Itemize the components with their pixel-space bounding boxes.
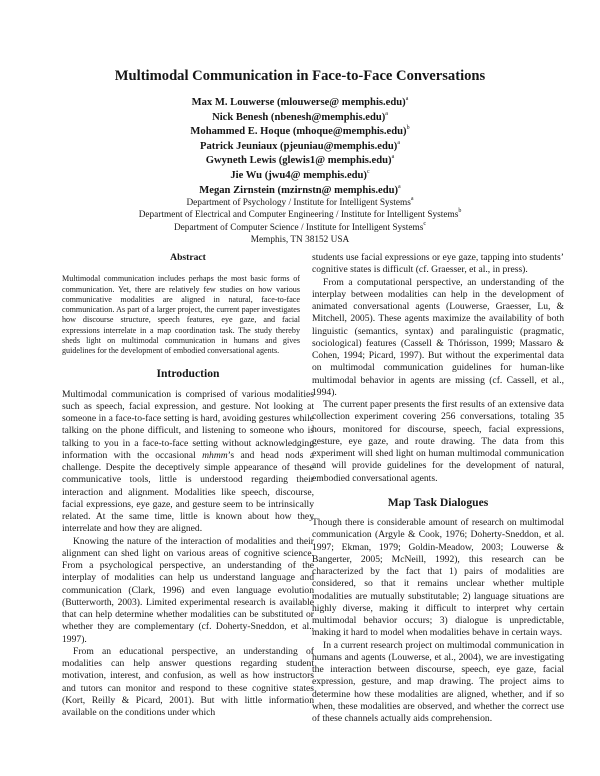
affiliation-line: Department of Electrical and Computer Engineering / Institute for Intelligent Systems$^b$ bbox=[138, 208, 462, 221]
right-column bbox=[312, 252, 564, 725]
intro-paragraph-4: From a computational perspective, an understanding of the interplay between modalities can help in the development of animated conversational agents (Louwerse, Graesser, Lu, & Mitchell, 2005). These agents maximize the availability of both linguistic (semantics, syntax) and paralinguistic (pragmatic, sociological) features (Cassell & Thórisson, 1999; Massaro & Cohen, 1994; Picard, 1997). But without the experimental data on multimodal communication guidelines for human-like multimodal behavior in agents are missing (cf. Cassell, et al., 1994). bbox=[312, 276, 564, 398]
affiliation-list bbox=[0, 197, 600, 247]
left-column bbox=[62, 252, 314, 719]
paper-title: Multimodal Communication in Face-to-Face Conversations bbox=[114, 68, 486, 84]
author-list bbox=[0, 96, 600, 198]
introduction-heading: Introduction bbox=[156, 367, 220, 381]
affiliation-line: Memphis, TN 38152 USA bbox=[250, 235, 350, 246]
author-line: Patrick Jeuniaux (pjeuniau@memphis.edu)$^a$ bbox=[200, 139, 400, 152]
author-line: Megan Zirnstein (mzirnstn@ memphis.edu)$^a$ bbox=[199, 183, 401, 196]
author-line: Max M. Louwerse (mlouwerse@ memphis.edu)$^a$ bbox=[191, 96, 409, 108]
author-line: Nick Benesh (nbenesh@memphis.edu)$^a$ bbox=[212, 110, 388, 123]
author-line: Jie Wu (jwu4@ memphis.edu)$^c$ bbox=[230, 168, 370, 181]
affiliation-line: Department of Psychology / Institute for Intelligent Systems$^a$ bbox=[186, 196, 414, 208]
intro-paragraph-2: Knowing the nature of the interaction of modalities and their alignment can shed light on various areas of cognitive science. From a psychological perspective, an understanding of the interplay of modalities can help us understand language and communication (Clark, 1996) and even language evolution (Butterworth, 2003). Limited experimental research is available that can help determine whether modalities can be substituted or whether they are complementary (cf. Doherty-Sneddon, et al., 1997). bbox=[62, 535, 314, 645]
affiliation-line: Department of Computer Science / Institute for Intelligent Systems$^c$ bbox=[173, 220, 427, 233]
map-task-paragraph-1: Though there is considerable amount of research on multimodal communication (Argyle & Cook, 1976; Doherty-Sneddon, et al. 1997; Ekman, 1979; Goldin-Meadow, 2003; Louwerse & Bangerter, 2005; McNeill, 1992), this research can be characterized by the fact that 1) pairs of modalities are considered, so that it remains unclear whether multiple modalities are mutually substitutable; 2) language situations are highly diverse, making it difficult to interpret why certain multimodal behavior occurs; 3) dialogue is unpredictable, making it hard to model when modalities behave in certain ways. bbox=[312, 517, 564, 639]
abstract-heading: Abstract bbox=[170, 252, 206, 263]
map-task-heading: Map Task Dialogues bbox=[387, 495, 489, 509]
abstract-text: Multimodal communication includes perhaps the most basic forms of communication. Yet, there are relatively few studies on how various communicative modalities are aligned in natural, face-to-face communication. As part of a larger project, the current paper investigates how discourse structure, speech features, eye gaze, and facial expressions interrelate in a map coordination task. The study thereby sheds light on multimodal communication in humans and gives guidelines for the development of embodied conversational agents. bbox=[62, 274, 300, 355]
intro-paragraph-3: From an educational perspective, an understanding of modalities can help answer questions regarding student motivation, interest, and confusion, as well as how instructors and tutors can monitor and respond to these cognitive states (Kort, Reilly & Picard, 2001). But with little information available on the conditions under which bbox=[62, 645, 314, 718]
map-task-paragraph-2: In a current research project on multimodal communication in humans and agents (Louwerse, et al., 2004), we are investigating the interaction between discourse, speech, eye gaze, facial expression, gesture, and map drawing. The project aims to determine how these modalities are aligned, whether, and if so when, these modalities are observed, and whether the correct use of these channels actually aids comprehension. bbox=[312, 639, 564, 724]
author-line: Mohammed E. Hoque (mhoque@memphis.edu)$^b$ bbox=[190, 125, 410, 138]
intro-paragraph-5: The current paper presents the first results of an extensive data collection experiment covering 256 conversations, totaling 35 hours, monitored for discourse, speech, facial expressions, gesture, eye gaze, and route drawing. The data from this experiment will shed light on human multimodal communication and will provide guidelines for the development of natural, embodied conversational agents. bbox=[312, 399, 564, 484]
intro-paragraph-1: Multimodal communication is comprised of various modalities such as speech, facial expression, and gesture. Not looking at someone in a face-to-face setting is hard, avoiding gestures while talking on the phone difficult, and listening to someone who is talking to you in a face-to-face setting without acknowledging information with the occasional mhmm’s and head nods a challenge. Despite the deceptively simple appearance of these communicative tools, little is understood regarding their interaction and alignment. Modalities like speech, discourse, facial expressions, eye gaze, and gesture seem to be intrinsically related. At the same time, little is known about how they interrelate and how they are aligned. bbox=[62, 388, 314, 535]
intro-paragraph-3-continued: students use facial expressions or eye gaze, tapping into students’ cognitive states is difficult (cf. Graesser, et al., in press). bbox=[312, 252, 564, 276]
author-line: Gwyneth Lewis (glewis1@ memphis.edu)$^a$ bbox=[205, 154, 395, 167]
